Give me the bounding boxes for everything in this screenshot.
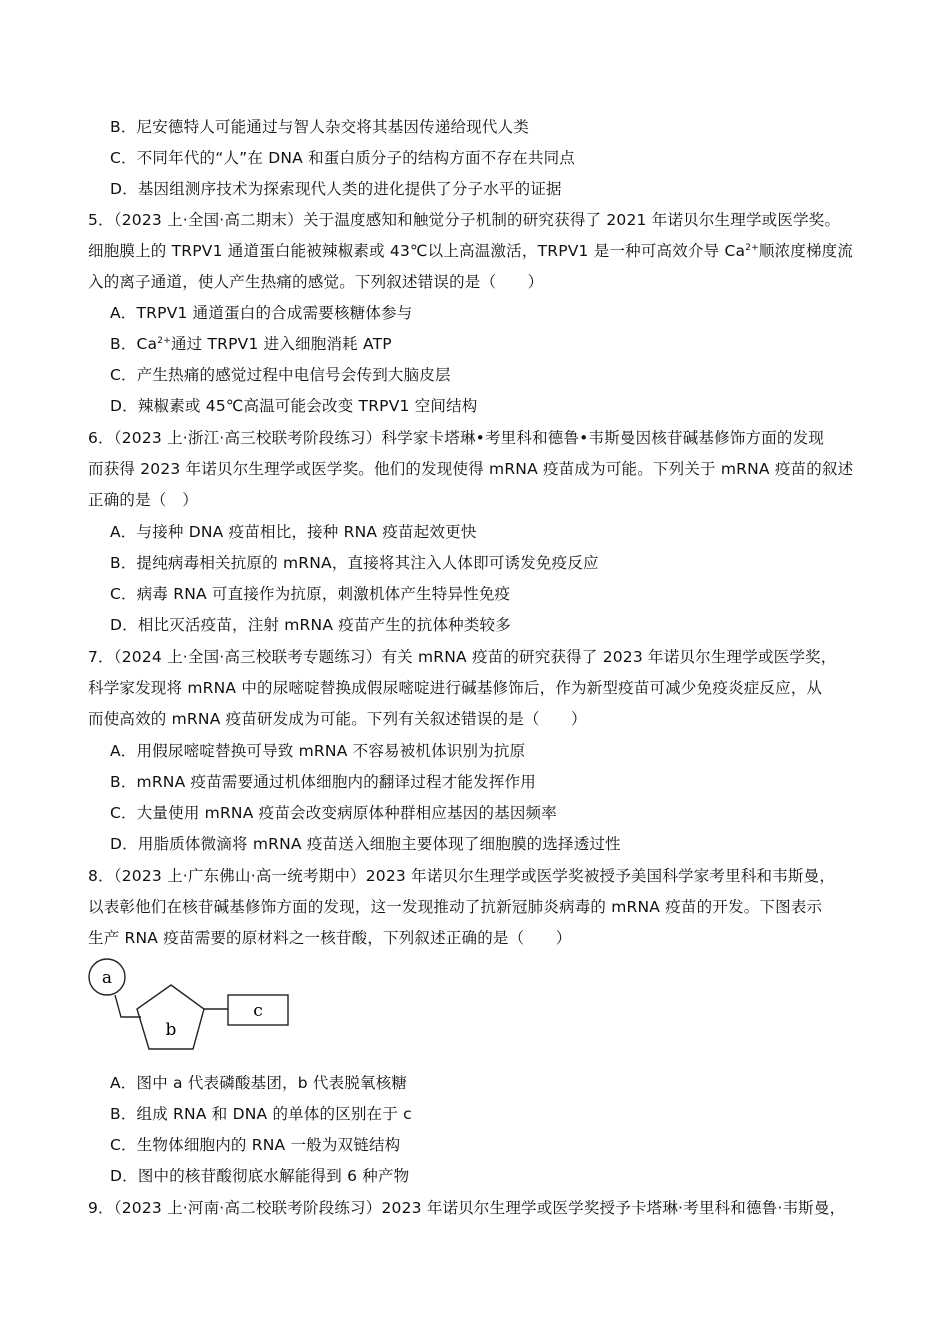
q6-option-c: C．病毒 RNA 可直接作为抗原，刺激机体产生特异性免疫 bbox=[110, 585, 511, 603]
q8-stem-line3: 生产 RNA 疫苗需要的原材料之一核苷酸，下列叙述正确的是（ ） bbox=[88, 929, 572, 947]
figure-label-b: b bbox=[165, 1020, 177, 1040]
q7-option-d: D．用脂质体微滴将 mRNA 疫苗送入细胞主要体现了细胞膜的选择透过性 bbox=[110, 835, 621, 853]
q4-option-d: D．基因组测序技术为探索现代人类的进化提供了分子水平的证据 bbox=[110, 180, 562, 198]
q7-stem-line2: 科学家发现将 mRNA 中的尿嘧啶替换成假尿嘧啶进行碱基修饰后，作为新型疫苗可减少免疫炎症反应，从 bbox=[88, 679, 823, 697]
figure-label-c: c bbox=[253, 1001, 263, 1021]
q7-stem-line1: 7．（2024 上·全国·高三校联考专题练习）有关 mRNA 疫苗的研究获得了 2023 年诺贝尔生理学或医学奖， bbox=[88, 648, 837, 666]
q5-stem-line1: 5．（2023 上·全国·高二期末）关于温度感知和触觉分子机制的研究获得了 2021 年诺贝尔生理学或医学奖。 bbox=[88, 211, 841, 229]
q5-stem-line3: 入的离子通道，使人产生热痛的感觉。下列叙述错误的是（ ） bbox=[88, 273, 544, 291]
q9-stem-line1: 9．（2023 上·河南·高二校联考阶段练习）2023 年诺贝尔生理学或医学奖授予卡塔琳·考里科和德鲁·韦斯曼， bbox=[88, 1199, 846, 1217]
q8-stem-line1: 8．（2023 上·广东佛山·高一统考期中）2023 年诺贝尔生理学或医学奖被授予美国科学家考里科和韦斯曼， bbox=[88, 867, 836, 885]
q6-stem-line1: 6．（2023 上·浙江·高三校联考阶段练习）科学家卡塔琳•考里科和德鲁•韦斯曼因核苷碱基修饰方面的发现 bbox=[88, 429, 825, 447]
q5-option-b: B．$Ca^{2+}$通过 TRPV1 进入细胞消耗 ATP bbox=[110, 335, 392, 353]
q6-option-a: A．与接种 DNA 疫苗相比，接种 RNA 疫苗起效更快 bbox=[110, 523, 477, 541]
q7-option-c: C．大量使用 mRNA 疫苗会改变病原体种群相应基因的基因频率 bbox=[110, 804, 557, 822]
q8-stem-line2: 以表彰他们在核苷碱基修饰方面的发现，这一发现推动了抗新冠肺炎病毒的 mRNA 疫苗的开发。下图表示 bbox=[88, 898, 823, 916]
q4-option-c: C．不同年代的“人”在 DNA 和蛋白质分子的结构方面不存在共同点 bbox=[110, 149, 575, 167]
q6-stem-line3: 正确的是（ ） bbox=[88, 491, 198, 509]
q5-stem-line2: 细胞膜上的 TRPV1 通道蛋白能被辣椒素或 43℃以上高温激活，TRPV1 是一种可高效介导 $Ca^{2+}$顺浓度梯度流 bbox=[88, 242, 854, 260]
phosphate-bond-line bbox=[115, 995, 141, 1017]
q7-stem-line3: 而使高效的 mRNA 疫苗研发成为可能。下列有关叙述错误的是（ ） bbox=[88, 710, 587, 728]
q7-option-a: A．用假尿嘧啶替换可导致 mRNA 不容易被机体识别为抗原 bbox=[110, 742, 526, 760]
q5-option-c: C．产生热痛的感觉过程中电信号会传到大脑皮层 bbox=[110, 366, 451, 384]
q8-option-a: A．图中 a 代表磷酸基团，b 代表脱氧核糖 bbox=[110, 1074, 408, 1092]
q6-option-b: B．提纯病毒相关抗原的 mRNA，直接将其注入人体即可诱发免疫反应 bbox=[110, 554, 599, 572]
q6-stem-line2: 而获得 2023 年诺贝尔生理学或医学奖。他们的发现使得 mRNA 疫苗成为可能。下列关于 mRNA 疫苗的叙述 bbox=[88, 460, 854, 478]
q8-option-b: B．组成 RNA 和 DNA 的单体的区别在于 c bbox=[110, 1105, 412, 1123]
q8-option-c: C．生物体细胞内的 RNA 一般为双链结构 bbox=[110, 1136, 401, 1154]
q6-option-d: D．相比灭活疫苗，注射 mRNA 疫苗产生的抗体种类较多 bbox=[110, 616, 511, 634]
q4-option-b: B．尼安德特人可能通过与智人杂交将其基因传递给现代人类 bbox=[110, 118, 530, 136]
figure-label-a: a bbox=[101, 968, 113, 988]
q5-option-d: D．辣椒素或 45℃高温可能会改变 TRPV1 空间结构 bbox=[110, 397, 478, 415]
q7-option-b: B．mRNA 疫苗需要通过机体细胞内的翻译过程才能发挥作用 bbox=[110, 773, 536, 791]
q8-option-d: D．图中的核苷酸彻底水解能得到 6 种产物 bbox=[110, 1167, 410, 1185]
q5-option-a: A．TRPV1 通道蛋白的合成需要核糖体参与 bbox=[110, 304, 413, 322]
nucleotide-figure bbox=[85, 955, 295, 1065]
